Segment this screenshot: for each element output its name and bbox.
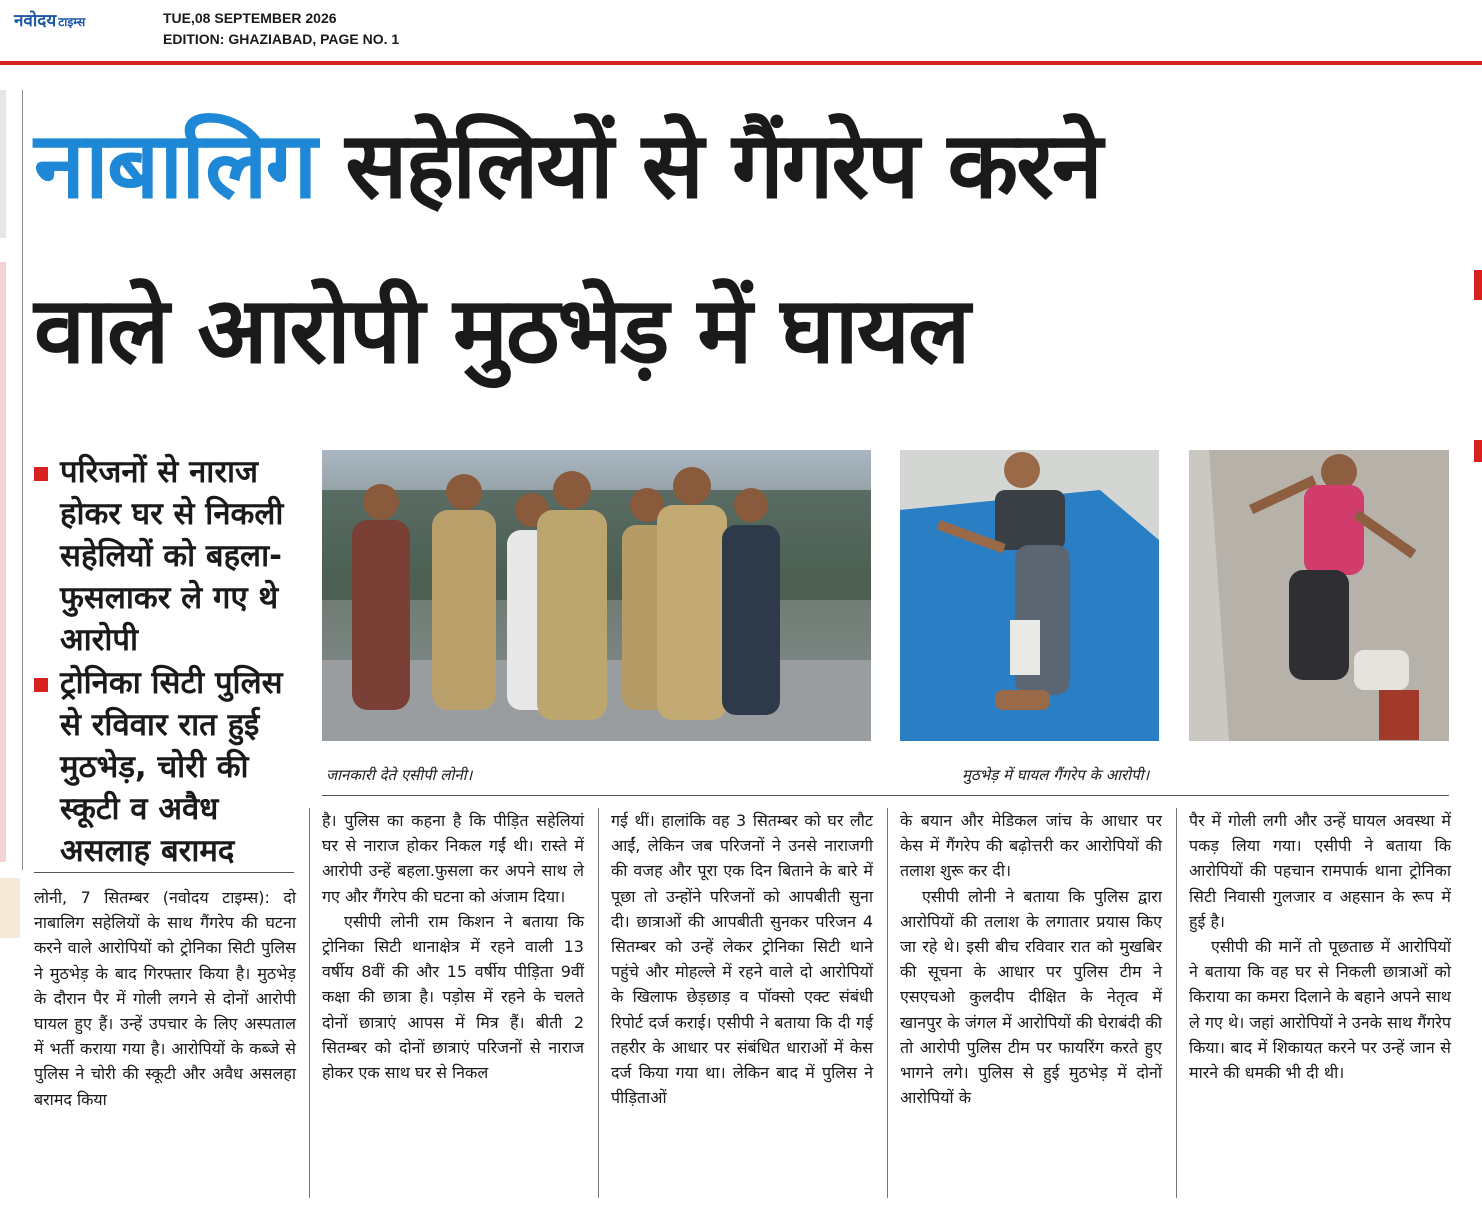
highlight-text: ट्रोनिका सिटी पुलिस से रविवार रात हुई मुठभेड़, चोरी की स्कूटी व अवैध असलाह बरामद (60, 665, 283, 869)
paragraph: पैर में गोली लगी और उन्हें घायल अवस्था में पकड़ लिया गया। एसीपी ने बताया कि आरोपियों की पहचान रामपार्क थाना ट्रोनिका सिटी निवासी गुलजार व अहसान के रूप में हुई है। (1189, 811, 1451, 931)
article-column-4 (900, 808, 1162, 1110)
header-divider (0, 61, 1482, 65)
article-column-1 (34, 885, 296, 1112)
issue-date: TUE,08 SEPTEMBER 2026 (163, 10, 337, 26)
left-edge-fragment-bottom (0, 878, 20, 938)
highlight-point-2 (34, 662, 284, 872)
paragraph: है। पुलिस का कहना है कि पीड़ित सहेलियां घर से नाराज होकर निकल गईं थी। रास्ते में आरोपी उन्हें बहला.फुसला कर अपने साथ ले गए और गैंगरेप की घटना को अंजाम दिया। (322, 811, 584, 906)
column-separator (309, 808, 310, 1198)
headline-line-1 (34, 112, 1101, 219)
headline-line-2: वाले आरोपी मुठभेड़ में घायल (34, 277, 969, 384)
left-edge-red-fragment (0, 262, 6, 862)
article-column-5 (1189, 808, 1451, 1085)
red-bullet-icon (34, 678, 48, 692)
photo-police-officers (322, 450, 871, 741)
highlights-divider (34, 872, 294, 873)
caption-officers: जानकारी देते एसीपी लोनी। (326, 766, 473, 784)
left-vertical-rule (22, 90, 23, 870)
logo-main-text: नवोदय (14, 11, 57, 31)
logo-sub-text: टाइम्स (58, 15, 86, 29)
newspaper-logo (14, 8, 85, 31)
right-edge-fragment-2 (1474, 440, 1482, 462)
paragraph: के बयान और मेडिकल जांच के आधार पर केस में गैंगरेप की बढ़ोत्तरी कर आरोपियों की तलाश शुरू कर दी। (900, 811, 1162, 881)
article-column-3 (611, 808, 873, 1110)
column-separator (1176, 808, 1177, 1198)
caption-divider (322, 795, 1449, 796)
paragraph: एसीपी लोनी ने बताया कि पुलिस द्वारा आरोपियों की तलाश के लगातार प्रयास किए जा रहे थे। इसी बीच रविवार रात को मुखबिर की सूचना के आधार पर पुलिस टीम ने एसएचओ कुलदीप दीक्षित के नेतृत्व में खानपुर के जंगल में आरोपियों की घेराबंदी की तो आरोपी पुलिस टीम पर फायरिंग करते हुए भागने लगे। पुलिस से हुई मुठभेड़ में दोनों आरोपियों के (900, 886, 1162, 1108)
headline-highlight-word: नाबालिग (34, 112, 316, 219)
left-edge-fragment (0, 90, 6, 238)
paragraph: लोनी, 7 सितम्बर (नवोदय टाइम्स): दो नाबालिग सहेलियों के साथ गैंगरेप की घटना करने वाले आरोपियों को ट्रोनिका सिटी पुलिस ने मुठभेड़ के बाद गिरफ्तार किया है। मुठभेड़ के दौरान पैर में गोली लगने से दोनों आरोपी घायल हुए हैं। उन्हें उपचार के लिए अस्पताल में भर्ती कराया गया है। आरोपियों के कब्जे से पुलिस ने चोरी की स्कूटी और अवैध असलहा बरामद किया (34, 888, 296, 1109)
article-column-2 (322, 808, 584, 1085)
caption-accused: मुठभेड़ में घायल गैंगरेप के आरोपी। (962, 766, 1150, 784)
column-separator (887, 808, 888, 1198)
paragraph: एसीपी की मानें तो पूछताछ में आरोपियों ने बताया कि वह घर से निकली छात्राओं को किराया का कमरा दिलाने के बहाने अपने साथ ले गए थे। जहां आरोपियों ने उनके साथ गैंगरेप किया। बाद में शिकायत करने पर उन्हें जान से मारने की धमकी भी दी थी। (1189, 937, 1451, 1083)
paragraph: गई थीं। हालांकि वह 3 सितम्बर को घर लौट आईं, लेकिन जब परिजनों ने उनसे नाराजगी की वजह और पूरा एक दिन बिताने के बारे में पूछा तो उन्होंने परिजनों को आपबीती सुना दी। छात्राओं की आपबीती सुनकर परिजन 4 सितम्बर को उन्हें लेकर ट्रोनिका सिटी थाने पहुंचे और मोहल्ले में रहने वाले दो आरोपियों के खिलाफ छेड़छाड़ व पॉक्सो एक्ट संबंधी रिपोर्ट दर्ज कराई। एसीपी ने बताया कि दी गई तहरीर के आधार पर संबंधित धाराओं में केस दर्ज किया गया था। लेकिन बाद में पुलिस ने पीड़िताओं (611, 811, 873, 1108)
column-separator (598, 808, 599, 1198)
photo-injured-accused-1 (900, 450, 1159, 741)
right-edge-fragment (1474, 270, 1482, 300)
highlight-text: परिजनों से नाराज होकर घर से निकली सहेलियों को बहला-फुसलाकर ले गए थे आरोपी (60, 454, 284, 658)
headline-line-1-rest: सहेलियों से गैंगरेप करने (315, 112, 1101, 219)
red-bullet-icon (34, 467, 48, 481)
edition-info: EDITION: GHAZIABAD, PAGE NO. 1 (163, 31, 400, 47)
highlight-point-1 (34, 451, 284, 661)
paragraph: एसीपी लोनी राम किशन ने बताया कि ट्रोनिका सिटी थानाक्षेत्र में रहने वाली 13 वर्षीय 8वीं की और 15 वर्षीय पीड़िता 9वीं कक्षा की छात्रा है। पड़ोस में रहने के चलते दोनों छात्राएं आपस में मित्र हैं। बीती 2 सितम्बर को दोनों छात्राएं परिजनों से नाराज होकर एक साथ घर से निकल (322, 911, 584, 1083)
photo-injured-accused-2 (1189, 450, 1449, 741)
